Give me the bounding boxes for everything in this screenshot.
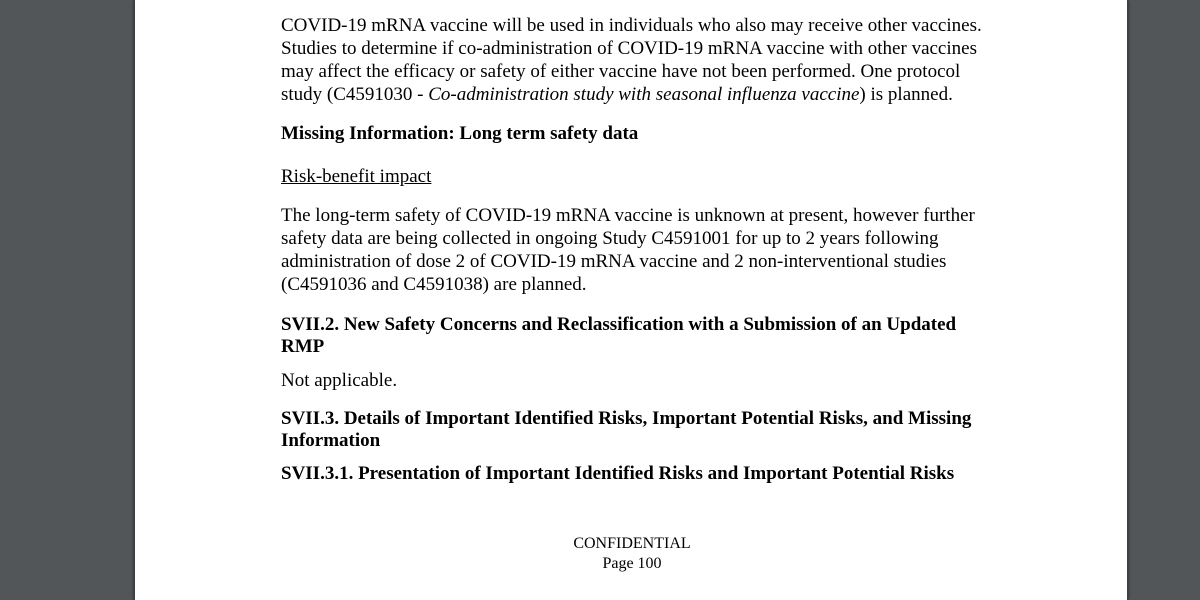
page-footer	[135, 534, 1129, 574]
page-content	[281, 14, 1001, 485]
missing-information-heading: Missing Information: Long term safety data	[281, 123, 639, 144]
section-svii31-heading: SVII.3.1. Presentation of Important Identified Risks and Important Potential Risks	[281, 463, 955, 484]
not-applicable-paragraph: Not applicable.	[281, 370, 398, 391]
confidential-label: CONFIDENTIAL	[573, 535, 691, 552]
section-svii3-heading: SVII.3. Details of Important Identified Risks, Important Potential Risks, and Missing Information	[281, 408, 972, 451]
page-number: Page 100	[602, 555, 662, 572]
coadministration-text: COVID-19 mRNA vaccine will be used in individuals who also may receive other vaccines. Studies to determine if co-administration of COVID-19 mRNA vaccine with other vaccines may affect the efficacy or safety of either vaccine have not been performed. One protocol study (C4591030 -	[281, 15, 982, 105]
section-svii2-heading: SVII.2. New Safety Concerns and Reclassification with a Submission of an Updated RMP	[281, 314, 957, 357]
document-page	[134, 0, 1128, 600]
risk-benefit-label-text: Risk-benefit impact	[281, 166, 432, 187]
coadministration-study-title: Co-administration study with seasonal influenza vaccine	[428, 84, 860, 105]
coadministration-paragraph	[281, 14, 1001, 106]
coadministration-text-end: ) is planned.	[859, 84, 953, 105]
risk-benefit-label	[281, 165, 1001, 188]
long-term-safety-paragraph: The long-term safety of COVID-19 mRNA vaccine is unknown at present, however further safety data are being collected in ongoing Study C4591001 for up to 2 years following administration of dose 2 of COVID-19 mRNA vaccine and 2 non-interventional studies (C4591036 and C4591038) are planned.	[281, 205, 975, 295]
